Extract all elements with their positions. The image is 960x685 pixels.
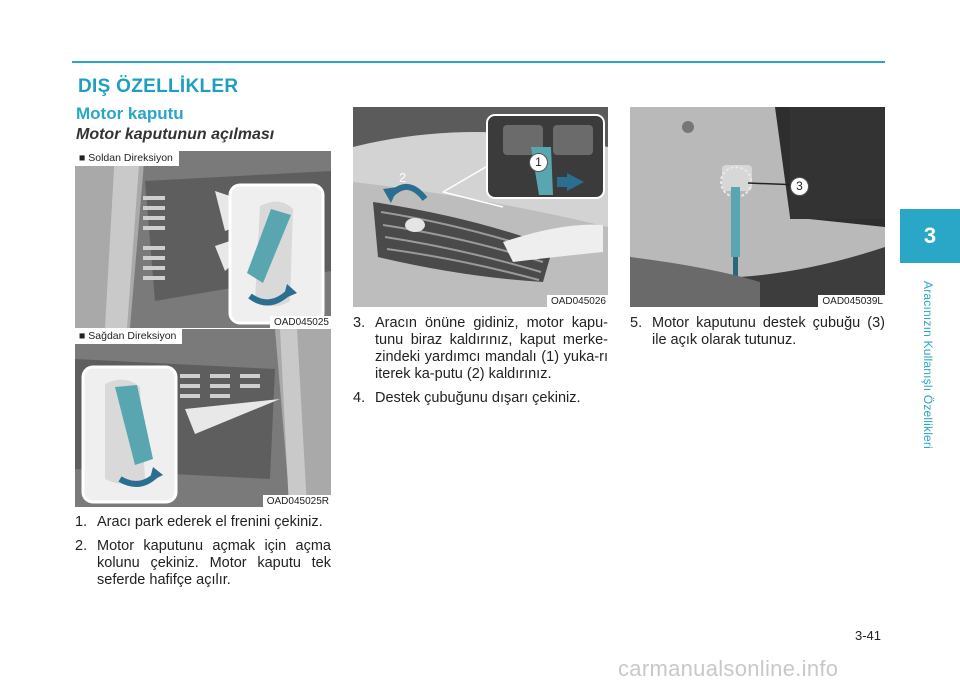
step-5 <box>630 315 885 349</box>
figure-tag-lhd: ■ Soldan Direksiyon <box>75 151 179 166</box>
support-rod-illustration <box>630 107 885 307</box>
step-3-number: 3. <box>353 315 366 331</box>
chapter-number: 3 <box>923 223 937 248</box>
step-4-text: Destek çubuğunu dışarı çekiniz. <box>375 390 581 406</box>
figure-lhd-release-lever <box>75 151 331 328</box>
rhd-lever-illustration <box>75 329 331 507</box>
figure-tag-rhd: ■ Sağdan Direksiyon <box>75 329 182 344</box>
watermark: carmanualsonline.info <box>618 656 839 681</box>
callout-3 <box>790 177 809 196</box>
figure-hood-latch <box>353 107 608 307</box>
steps-right-column <box>630 315 885 356</box>
step-3 <box>353 315 608 383</box>
step-2 <box>75 538 331 589</box>
subsubsection-title: Motor kaputunun açılması <box>76 126 275 143</box>
step-4 <box>353 390 608 407</box>
subsection-title: Motor kaputu <box>76 104 184 123</box>
figure-code-support-rod: OAD045039L <box>818 295 885 307</box>
top-rule <box>72 61 885 63</box>
step-1-text: Aracı park ederek el frenini çekiniz. <box>97 514 323 530</box>
steps-middle-column <box>353 315 608 414</box>
callout-1 <box>529 153 548 172</box>
step-4-number: 4. <box>353 390 366 406</box>
step-2-number: 2. <box>75 538 88 554</box>
hood-latch-illustration <box>353 107 608 307</box>
callout-1-label: 1 <box>535 155 542 169</box>
figure-code-hood-latch: OAD045026 <box>547 295 608 307</box>
section-title: DIŞ ÖZELLİKLER <box>78 76 239 97</box>
figure-code-rhd: OAD045025R <box>263 495 331 507</box>
figure-code-lhd: OAD045025 <box>270 316 331 328</box>
callout-3-label: 3 <box>796 179 803 193</box>
step-1-number: 1. <box>75 514 88 530</box>
chapter-title-text: Aracınızın Kullanışlı Özellikleri <box>921 281 935 449</box>
chapter-title-vertical <box>918 270 938 460</box>
figure-support-rod <box>630 107 885 307</box>
step-5-number: 5. <box>630 315 643 331</box>
page-number: 3-41 <box>855 628 882 643</box>
chapter-tab <box>900 209 960 263</box>
step-1 <box>75 514 331 531</box>
callout-2 <box>399 170 406 185</box>
callout-2-label: 2 <box>399 170 407 185</box>
figure-rhd-release-lever <box>75 329 331 507</box>
steps-left-column <box>75 514 331 596</box>
step-2-text: Motor kaputunu açmak için açma kolunu çekiniz. Motor kaputu tek seferde hafifçe açılır. <box>97 538 331 588</box>
step-5-text: Motor kaputunu destek çubuğu (3) ile açık olarak tutunuz. <box>652 315 885 348</box>
step-3-text: Aracın önüne gidiniz, motor kapu-tunu biraz kaldırınız, kaput merke-zindeki yardımcı mandalı (1) yuka-rı iterek ka-putu (2) kaldırınız. <box>375 315 608 382</box>
lhd-lever-illustration <box>75 151 331 328</box>
